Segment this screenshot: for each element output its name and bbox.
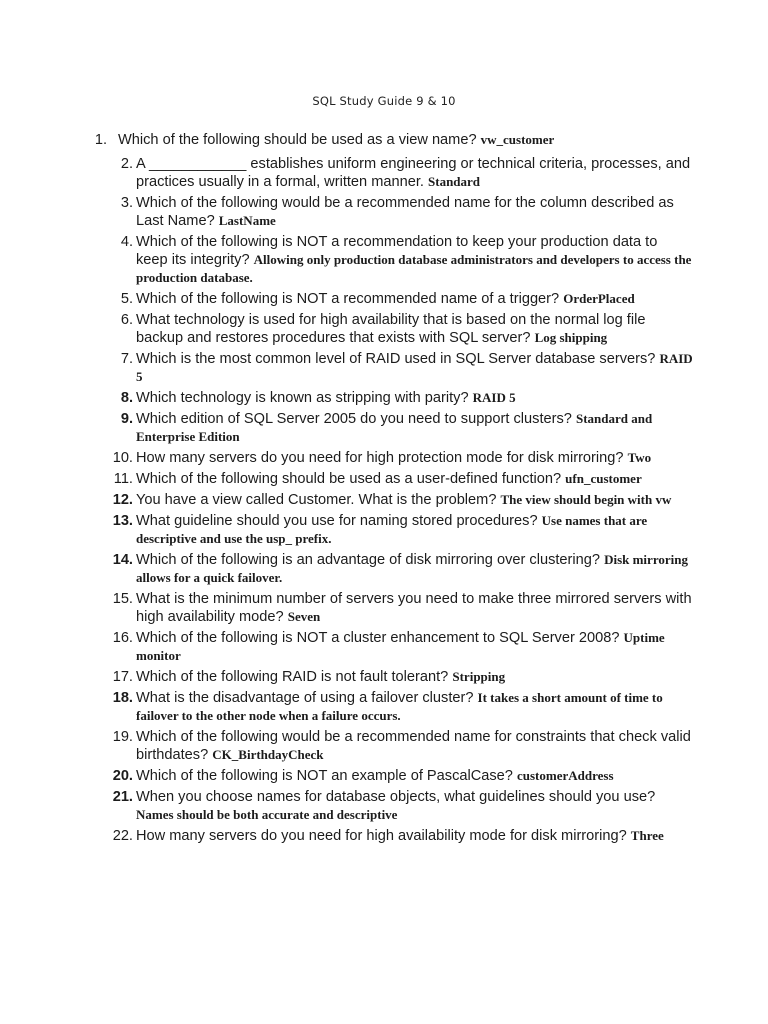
question-text: Which of the following should be used as a user-defined function? bbox=[136, 471, 562, 487]
question-text: Which of the following is NOT an example of PascalCase? bbox=[136, 768, 513, 784]
question-text: How many servers do you need for high availability mode for disk mirroring? bbox=[136, 828, 627, 844]
question-number: 3. bbox=[120, 195, 133, 211]
answer-text: RAID 5 bbox=[136, 351, 693, 384]
question-text: Which of the following is NOT a recommendation to keep your production data to keep its integrity? bbox=[136, 234, 658, 268]
question-text: Which of the following is NOT a recommended name of a trigger? bbox=[136, 291, 560, 307]
question-text: Which of the following would be a recommended name for the column described as Last Name? bbox=[136, 195, 674, 229]
question-text: Which is the most common level of RAID used in SQL Server database servers? bbox=[136, 351, 656, 367]
question-item-19 bbox=[93, 728, 693, 764]
question-number: 2. bbox=[120, 156, 133, 172]
question-number: 14. bbox=[112, 552, 133, 568]
question-item-6 bbox=[93, 311, 693, 347]
question-text: What is the disadvantage of using a failover cluster? bbox=[136, 690, 474, 706]
question-text: Which of the following is an advantage of disk mirroring over clustering? bbox=[136, 552, 600, 568]
answer-text: Three bbox=[630, 828, 664, 843]
question-item-4 bbox=[93, 233, 693, 287]
question-number: 19. bbox=[112, 729, 133, 745]
question-item-17 bbox=[93, 668, 693, 686]
answer-text: Standard bbox=[428, 174, 481, 189]
question-text: When you choose names for database objects, what guidelines should you use? bbox=[136, 789, 656, 805]
question-item-5 bbox=[93, 290, 693, 308]
question-item-8 bbox=[93, 389, 693, 407]
question-number: 6. bbox=[120, 312, 133, 328]
question-item-3 bbox=[93, 194, 693, 230]
question-number: 21. bbox=[112, 789, 133, 805]
answer-text: Seven bbox=[287, 609, 321, 624]
question-text: A ____________ establishes uniform engineering or technical criteria, processes, and practices usually in a formal, written manner. bbox=[136, 156, 691, 190]
question-number: 12. bbox=[112, 492, 133, 508]
question-item-1 bbox=[93, 131, 693, 149]
answer-text: customerAddress bbox=[516, 768, 614, 783]
question-number: 17. bbox=[112, 669, 133, 685]
question-number: 20. bbox=[112, 768, 133, 784]
question-number: 22. bbox=[112, 828, 133, 844]
answer-text: Use names that are descriptive and use the usp_ prefix. bbox=[136, 513, 648, 546]
question-number: 8. bbox=[120, 390, 133, 406]
answer-text: Two bbox=[627, 450, 652, 465]
question-item-16 bbox=[93, 629, 693, 665]
answer-text: Stripping bbox=[452, 669, 506, 684]
question-text: What guideline should you use for naming stored procedures? bbox=[136, 513, 538, 529]
question-item-13 bbox=[93, 512, 693, 548]
answer-text: Standard and Enterprise Edition bbox=[136, 411, 653, 444]
answer-text: vw_customer bbox=[480, 132, 555, 147]
question-item-21 bbox=[93, 788, 693, 824]
question-item-12 bbox=[93, 491, 693, 509]
answer-text: The view should begin with vw bbox=[500, 492, 672, 507]
question-number: 5. bbox=[120, 291, 133, 307]
question-item-14 bbox=[93, 551, 693, 587]
question-number: 18. bbox=[112, 690, 133, 706]
question-item-7 bbox=[93, 350, 693, 386]
question-number: 13. bbox=[112, 513, 133, 529]
question-number: 7. bbox=[120, 351, 133, 367]
question-text: What technology is used for high availability that is based on the normal log file backup and restores procedures that exists with SQL server? bbox=[136, 312, 646, 346]
question-item-2 bbox=[93, 155, 693, 191]
answer-text: Disk mirroring allows for a quick failover. bbox=[136, 552, 688, 585]
answer-text: Log shipping bbox=[534, 330, 608, 345]
answer-text: LastName bbox=[218, 213, 276, 228]
question-item-22 bbox=[93, 827, 693, 845]
question-text: Which of the following RAID is not fault tolerant? bbox=[136, 669, 449, 685]
question-number: 15. bbox=[112, 591, 133, 607]
question-number: 16. bbox=[112, 630, 133, 646]
answer-text: Names should be both accurate and descriptive bbox=[136, 807, 398, 822]
question-text: What is the minimum number of servers you need to make three mirrored servers with high availability mode? bbox=[136, 591, 692, 625]
question-text: How many servers do you need for high protection mode for disk mirroring? bbox=[136, 450, 624, 466]
question-item-15 bbox=[93, 590, 693, 626]
question-number: 10. bbox=[112, 450, 133, 466]
question-text: Which of the following is NOT a cluster enhancement to SQL Server 2008? bbox=[136, 630, 620, 646]
answer-text: OrderPlaced bbox=[563, 291, 635, 306]
question-text: Which of the following would be a recommended name for constraints that check valid birthdates? bbox=[136, 729, 691, 763]
question-item-10 bbox=[93, 449, 693, 467]
question-text: You have a view called Customer. What is the problem? bbox=[136, 492, 497, 508]
question-item-9 bbox=[93, 410, 693, 446]
question-item-20 bbox=[93, 767, 693, 785]
question-number: 11. bbox=[113, 471, 133, 487]
question-number: 1. bbox=[94, 132, 107, 148]
answer-text: Uptime monitor bbox=[136, 630, 665, 663]
question-item-18 bbox=[93, 689, 693, 725]
page-title: SQL Study Guide 9 & 10 bbox=[312, 94, 456, 108]
question-number: 4. bbox=[120, 234, 133, 250]
answer-text: RAID 5 bbox=[472, 390, 516, 405]
question-text: Which of the following should be used as a view name? bbox=[118, 132, 477, 148]
question-text: Which edition of SQL Server 2005 do you need to support clusters? bbox=[136, 411, 572, 427]
question-number: 9. bbox=[120, 411, 133, 427]
answer-text: It takes a short amount of time to failover to the other node when a failure occurs. bbox=[136, 690, 663, 723]
answer-text: Allowing only production database administrators and developers to access the production database. bbox=[136, 252, 692, 285]
question-list bbox=[93, 131, 693, 848]
question-item-11 bbox=[93, 470, 693, 488]
answer-text: ufn_customer bbox=[565, 471, 642, 486]
answer-text: CK_BirthdayCheck bbox=[212, 747, 324, 762]
question-text: Which technology is known as stripping with parity? bbox=[136, 390, 469, 406]
